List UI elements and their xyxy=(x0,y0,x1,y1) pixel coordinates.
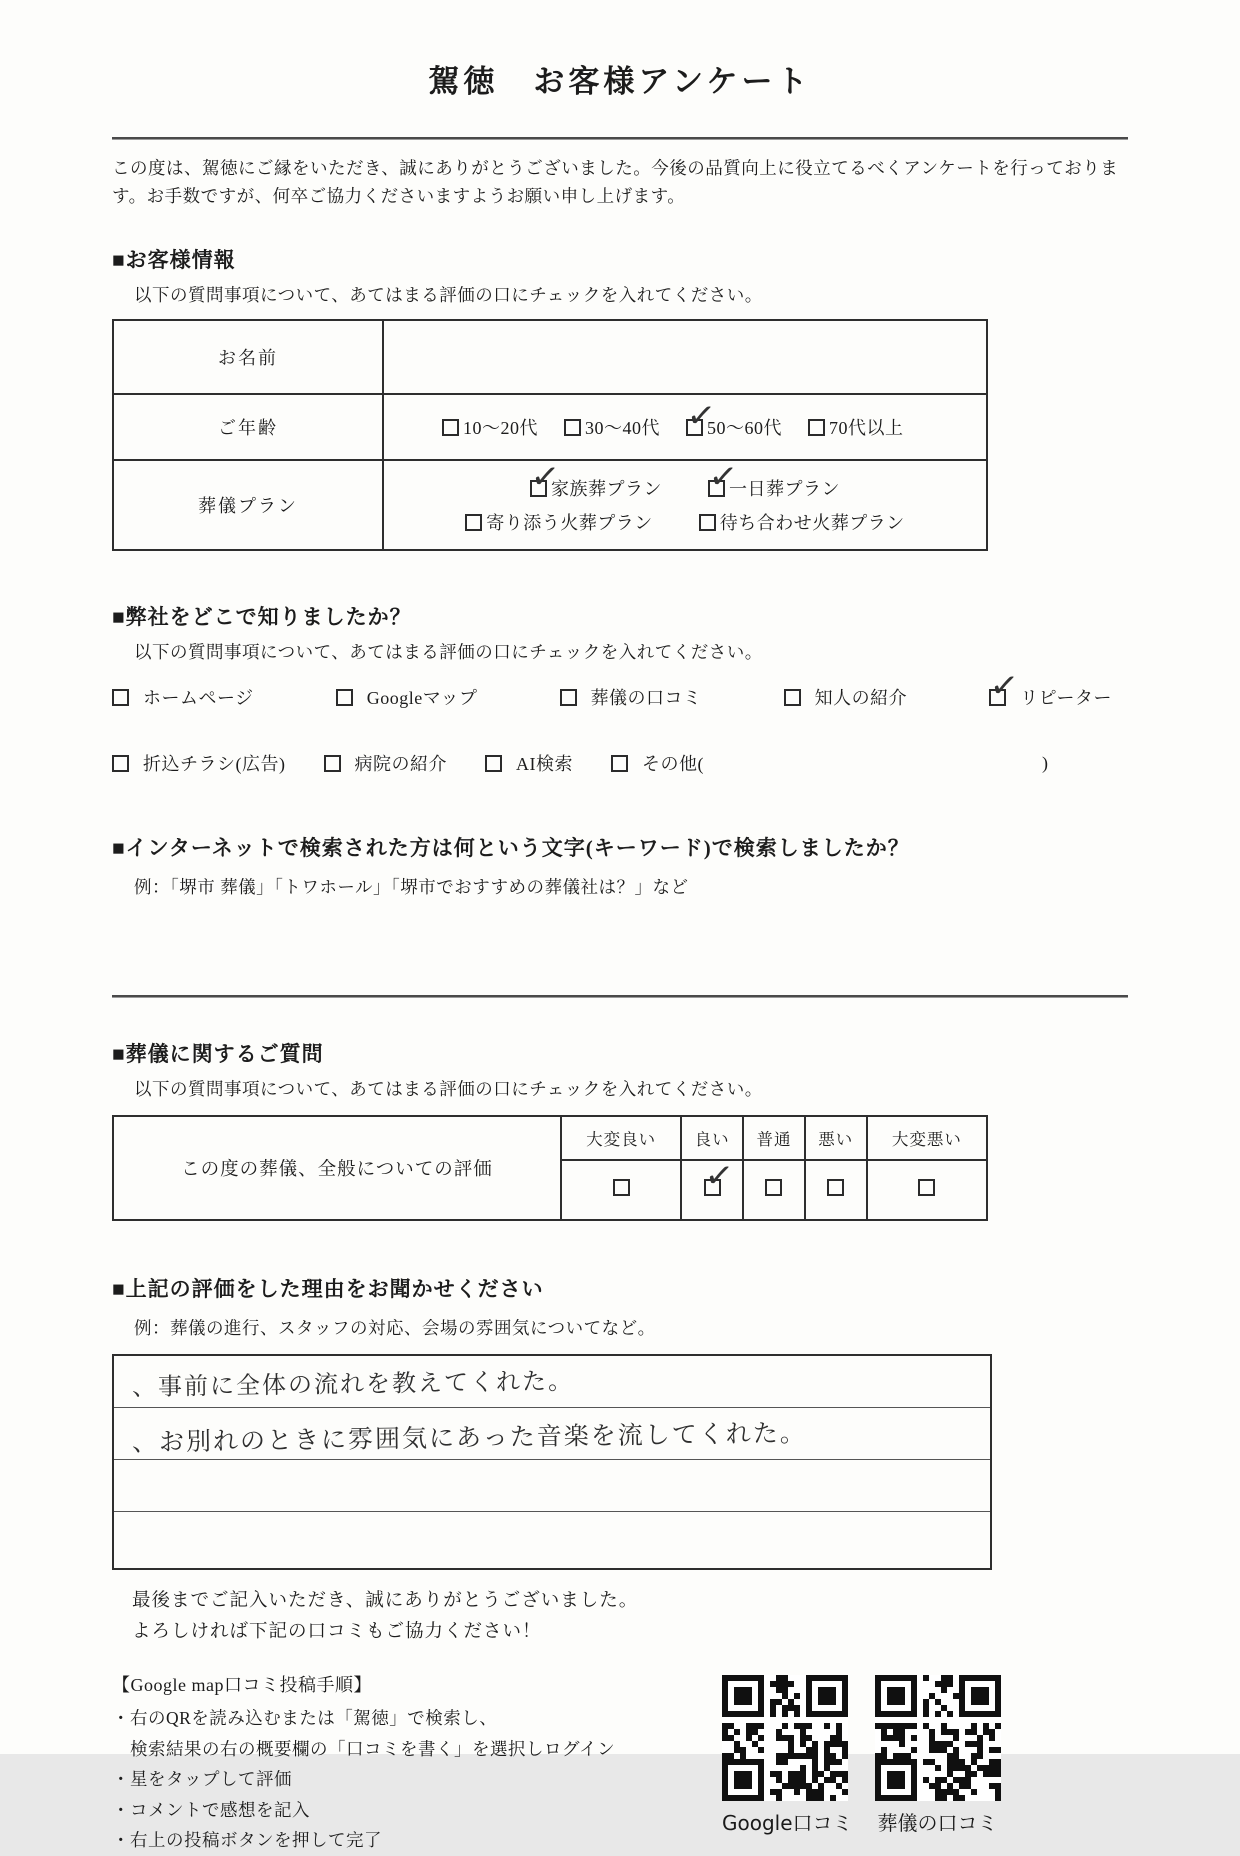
checkbox-age-30-40[interactable]: 30〜40代 xyxy=(564,414,660,440)
checkbox-icon xyxy=(564,419,581,436)
comment-line-1[interactable] xyxy=(114,1356,990,1408)
evaluation-row-label: この度の葬儀、全般についての評価 xyxy=(113,1116,561,1220)
handwritten-comment: 、事前に全体の流れを教えてくれた。 xyxy=(131,1366,575,1402)
section-heading-source: ■弊社をどこで知りましたか？ xyxy=(112,605,412,629)
check-mark-icon: ✓ xyxy=(706,455,740,498)
section-heading-reason: ■上記の評価をした理由をお聞かせください xyxy=(112,1277,544,1301)
checkbox-source-other[interactable]: その他( xyxy=(611,750,704,776)
checkbox-plan-yorisou-kasou[interactable]: 寄り添う火葬プラン xyxy=(465,509,653,535)
checkbox-age-50-60[interactable]: ✓ 50〜60代 xyxy=(684,394,782,438)
checkbox-source-referral[interactable]: 知人の紹介 xyxy=(784,684,908,710)
section-instruction-customer-info: 以下の質問事項について、あてはまる評価の口にチェックを入れてください。 xyxy=(134,285,763,305)
guide-step: ・コメントで感想を記入 xyxy=(112,1799,310,1820)
page-title: 駕徳 お客様アンケート xyxy=(428,64,812,99)
checkbox-icon xyxy=(706,455,740,498)
checkbox-rating-bad[interactable] xyxy=(827,1179,844,1196)
funeral-review-qr-label: 葬儀の口コミ xyxy=(877,1810,998,1835)
checkbox-plan-machiawase-kasou[interactable]: 待ち合わせ火葬プラン xyxy=(699,509,905,535)
checkbox-icon xyxy=(702,1154,736,1198)
rating-header-normal: 普通 xyxy=(743,1116,805,1160)
name-field[interactable] xyxy=(383,320,987,394)
plan-row-label: 葬儀プラン xyxy=(113,460,383,550)
checkbox-source-hospital[interactable]: 病院の紹介 xyxy=(324,750,448,776)
checkbox-icon xyxy=(485,755,502,772)
age-row-label: ご年齢 xyxy=(113,394,383,460)
checkbox-icon xyxy=(699,514,716,531)
rating-header-very-bad: 大変悪い xyxy=(867,1116,987,1160)
check-mark-icon: ✓ xyxy=(684,394,718,437)
title-divider xyxy=(112,137,1128,140)
guide-step: 検索結果の右の概要欄の「口コミを書く」を選択しログイン xyxy=(112,1738,616,1759)
checkbox-icon xyxy=(112,689,129,706)
comment-line-4[interactable] xyxy=(114,1512,990,1568)
checkbox-source-funeral-review[interactable]: 葬儀の口コミ xyxy=(560,684,702,710)
checkbox-icon xyxy=(684,394,718,437)
comment-box xyxy=(112,1354,992,1570)
checkbox-rating-very-good[interactable] xyxy=(613,1179,630,1196)
checkbox-icon xyxy=(808,419,825,436)
checkbox-icon xyxy=(112,755,129,772)
checkbox-age-70plus[interactable]: 70代以上 xyxy=(808,414,904,440)
rating-header-good: 良い xyxy=(681,1116,743,1160)
section-instruction-source: 以下の質問事項について、あてはまる評価の口にチェックを入れてください。 xyxy=(134,642,763,662)
section-heading-customer-info: ■お客様情報 xyxy=(112,248,236,272)
customer-info-table xyxy=(112,319,988,551)
google-review-qr-code xyxy=(722,1675,848,1801)
name-row-label: お名前 xyxy=(113,320,383,394)
check-mark-icon: ✓ xyxy=(988,664,1021,707)
checkbox-rating-good[interactable] xyxy=(702,1154,736,1198)
closing-line-1: 最後までご記入いただき、誠にありがとうございました。 xyxy=(132,1591,639,1611)
checkbox-icon xyxy=(611,755,628,772)
keyword-answer-area[interactable] xyxy=(112,899,1128,995)
table-row xyxy=(113,460,987,550)
checkbox-icon xyxy=(324,755,341,772)
checkbox-icon xyxy=(336,689,353,706)
table-row xyxy=(113,394,987,460)
guide-step: ・星をタップして評価 xyxy=(112,1769,292,1790)
checkbox-source-homepage[interactable]: ホームページ xyxy=(112,684,254,710)
rating-header-very-good: 大変良い xyxy=(561,1116,681,1160)
check-mark-icon: ✓ xyxy=(702,1154,736,1198)
guide-step: ・右上の投稿ボタンを押して完了 xyxy=(112,1830,382,1851)
checkbox-icon xyxy=(988,664,1021,707)
checkbox-plan-oneday[interactable]: ✓ 一日葬プラン xyxy=(706,455,840,499)
checkbox-rating-normal[interactable] xyxy=(765,1179,782,1196)
other-field-close-paren: ) xyxy=(1042,752,1048,773)
intro-paragraph: この度は、駕徳にご縁をいただき、誠にありがとうございました。今後の品質向上に役立てるべくアンケートを行っております。お手数ですが、何卒ご協力くださいますようお願い申し上げます。 xyxy=(112,158,1119,206)
rating-header-bad: 悪い xyxy=(805,1116,867,1160)
checkbox-plan-family[interactable]: ✓ 家族葬プラン xyxy=(528,455,662,499)
check-mark-icon: ✓ xyxy=(528,455,562,498)
checkbox-age-10-20[interactable]: 10〜20代 xyxy=(442,414,538,440)
comment-line-2[interactable] xyxy=(114,1408,990,1460)
checkbox-source-ai-search[interactable]: AI検索 xyxy=(485,750,573,776)
checkbox-source-repeater[interactable]: ✓ リピーター xyxy=(988,664,1112,708)
comment-line-3[interactable] xyxy=(114,1460,990,1512)
closing-line-2: よろしければ下記の口コミもご協力ください！ xyxy=(132,1622,542,1643)
checkbox-icon xyxy=(560,689,577,706)
checkbox-icon xyxy=(784,689,801,706)
checkbox-icon xyxy=(442,419,459,436)
review-guide-heading: 【Google map口コミ投稿手順】 xyxy=(112,1674,372,1695)
reason-example: 例：葬儀の進行、スタッフの対応、会場の雰囲気についてなど。 xyxy=(134,1318,656,1338)
evaluation-table xyxy=(112,1115,988,1221)
checkbox-icon xyxy=(765,1179,782,1196)
table-row xyxy=(113,320,987,394)
checkbox-icon xyxy=(465,514,482,531)
section-instruction-funeral-questions: 以下の質問事項について、あてはまる評価の口にチェックを入れてください。 xyxy=(134,1079,763,1099)
google-review-qr-label: Google口コミ xyxy=(722,1810,853,1835)
section-divider xyxy=(112,995,1128,998)
section-heading-keyword: ■インターネットで検索された方は何という文字(キーワード)で検索しましたか？ xyxy=(112,836,910,860)
checkbox-icon xyxy=(827,1179,844,1196)
checkbox-rating-very-bad[interactable] xyxy=(918,1179,935,1196)
funeral-review-qr-code xyxy=(875,1675,1001,1801)
section-heading-funeral-questions: ■葬儀に関するご質問 xyxy=(112,1042,324,1066)
review-guide-steps xyxy=(112,1703,712,1856)
checkbox-icon xyxy=(528,455,562,498)
table-row xyxy=(113,1116,987,1160)
keyword-example: 例：「堺市 葬儀」「トワホール」「堺市でおすすめの葬儀社は？」など xyxy=(134,877,689,897)
checkbox-icon xyxy=(918,1179,935,1196)
checkbox-source-flyer[interactable]: 折込チラシ(広告) xyxy=(112,750,286,776)
checkbox-icon xyxy=(613,1179,630,1196)
guide-step: ・右のQRを読み込むまたは「駕徳」で検索し、 xyxy=(112,1707,498,1728)
checkbox-source-googlemap[interactable]: Googleマップ xyxy=(336,684,478,710)
handwritten-comment: 、お別れのときに雰囲気にあった音楽を流してくれた。 xyxy=(131,1418,807,1457)
